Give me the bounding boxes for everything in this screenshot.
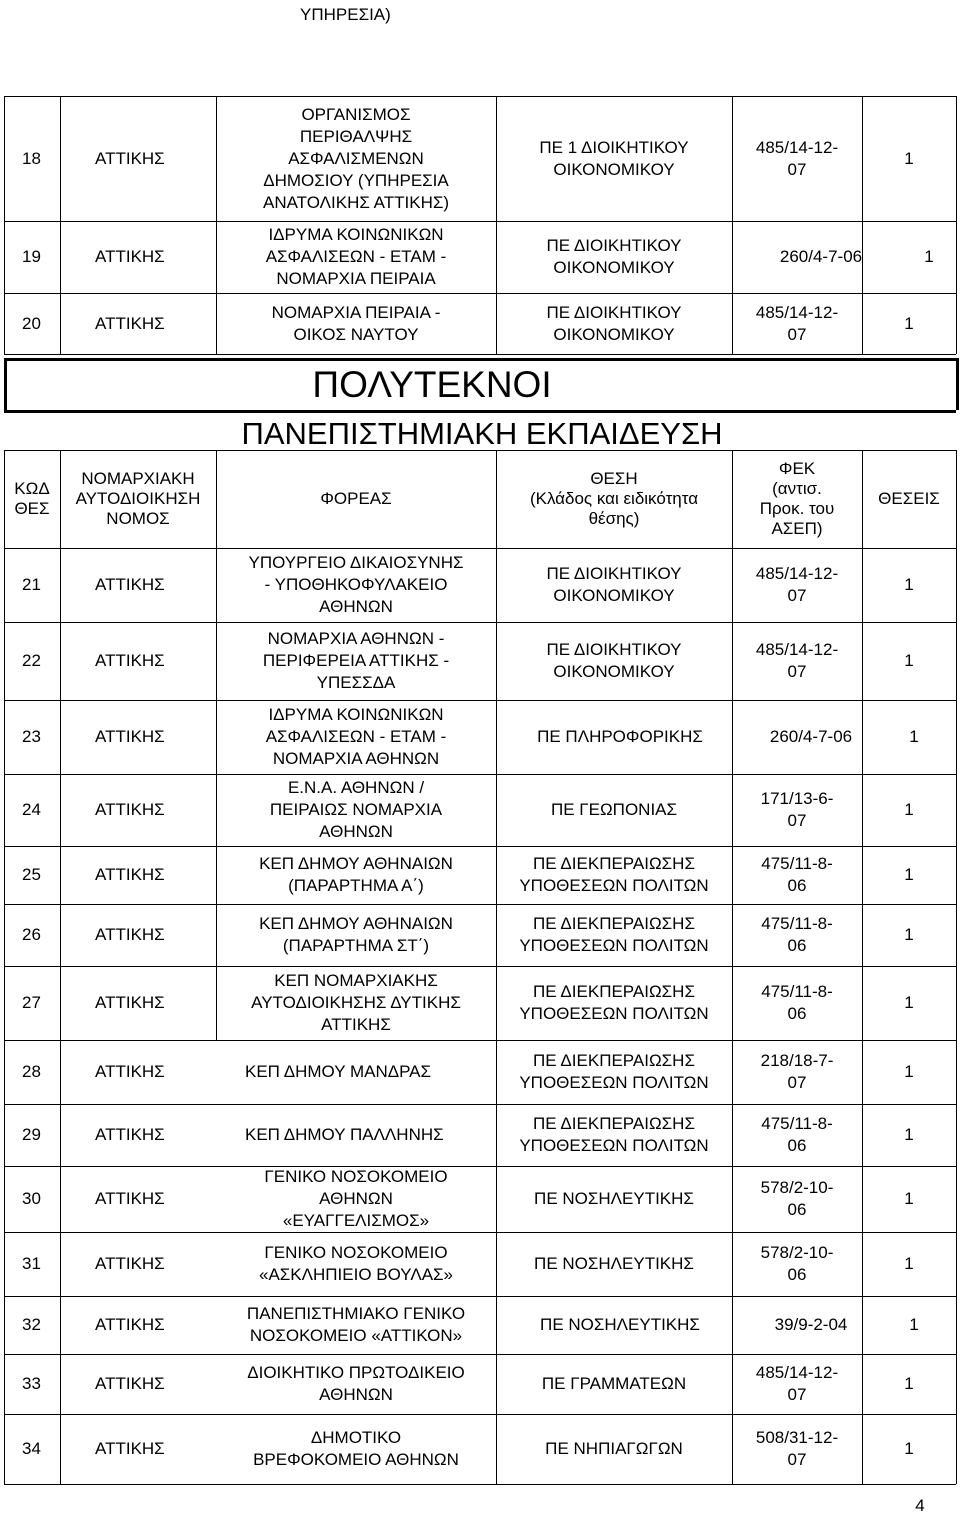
row-nomos-line: ΑΤΤΙΚΗΣ (95, 313, 165, 333)
row-nomos-line: ΑΤΤΙΚΗΣ (95, 1315, 165, 1334)
row-foreas-line: ΙΔΡΥΜΑ ΚΟΙΝΩΝΙΚΩΝ (268, 225, 444, 244)
row-fek-line: 508/31-12- (755, 1428, 839, 1447)
row-thesi-line: ΠΕ ΔΙΕΚΠΕΡΑΙΩΣΗΣ (533, 982, 695, 1001)
row-code-line: 22 (22, 651, 41, 670)
table-rule (4, 1232, 956, 1233)
page-number-line: 4 (915, 1496, 925, 1515)
header-thesi-line: ΘΕΣΗ (590, 469, 638, 488)
row-code-line: 27 (22, 993, 41, 1012)
row-fek-line: 260/4-7-06 (779, 247, 863, 266)
row-foreas-line: ΔΗΜΟΤΙΚΟ (310, 1428, 402, 1447)
row-thesi-line: ΠΕ ΔΙΟΙΚΗΤΙΚΟΥ (546, 640, 682, 659)
table-rule (4, 622, 956, 623)
row-code-line: 21 (22, 575, 41, 594)
row-nomos-line: ΑΤΤΙΚΗΣ (95, 1439, 165, 1458)
table-rule (4, 450, 956, 451)
row-foreas-line: ΑΘΗΝΩΝ (319, 597, 393, 616)
row-foreas-line: ΓΕΝΙΚΟ ΝΟΣΟΚΟΜΕΙΟ (264, 1167, 448, 1186)
row-theseis-line: 1 (904, 993, 914, 1012)
table-rule (4, 1414, 956, 1415)
row-foreas-line: ΚΕΠ ΔΗΜΟΥ ΜΑΝΔΡΑΣ (245, 1062, 432, 1081)
row-foreas-line: ΝΟΜΑΡΧΙΑ ΠΕΙΡΑΙΑ - (271, 302, 441, 322)
row-foreas-line: «ΕΥΑΓΓΕΛΙΣΜΟΣ» (282, 1211, 430, 1230)
row-theseis-line: 1 (904, 651, 914, 670)
row-nomos-line: ΑΤΤΙΚΗΣ (95, 575, 165, 594)
table-rule (732, 450, 733, 1484)
row-code-line: 25 (22, 865, 41, 884)
row-thesi-line: ΠΕ ΓΕΩΠΟΝΙΑΣ (550, 800, 678, 819)
row-fek-line: 07 (787, 159, 807, 179)
row-thesi-line: ΟΙΚΟΝΟΜΙΚΟΥ (553, 324, 675, 344)
row-code-line: 20 (22, 313, 41, 333)
row-nomos-line: ΑΤΤΙΚΗΣ (95, 1062, 165, 1081)
table-rule (732, 96, 733, 354)
row-foreas-line: ΑΤΤΙΚΗΣ (321, 1015, 391, 1034)
section-rule (956, 358, 959, 410)
row-foreas-line: ΝΟΣΟΚΟΜΕΙΟ «ΑΤΤΙΚΟΝ» (249, 1326, 463, 1345)
row-code-line: 26 (22, 925, 41, 944)
header-code-line: ΘΕΣ (14, 499, 50, 518)
row-code-line: 30 (22, 1189, 41, 1208)
row-fek-line: 06 (787, 1136, 807, 1155)
header-fek-line: ΦΕΚ (778, 459, 816, 478)
row-theseis-line: 1 (909, 727, 919, 746)
table-rule (4, 1484, 956, 1485)
row-foreas-line: ΓΕΝΙΚΟ ΝΟΣΟΚΟΜΕΙΟ (264, 1243, 448, 1262)
row-foreas-line: ΥΠΟΥΡΓΕΙΟ ΔΙΚΑΙΟΣΥΝΗΣ (248, 553, 464, 572)
row-foreas-line: (ΠΑΡΑΡΤΗΜΑ ΣΤ΄) (282, 936, 430, 955)
table-rule (4, 1104, 956, 1105)
row-thesi-line: ΠΕ ΔΙΟΙΚΗΤΙΚΟΥ (546, 302, 682, 322)
row-nomos-line: ΑΤΤΙΚΗΣ (95, 1189, 165, 1208)
row-foreas-line: ΠΕΙΡΑΙΩΣ ΝΟΜΑΡΧΙΑ (269, 800, 443, 819)
row-fek-line: 485/14-12- (755, 1363, 839, 1382)
row-fek-line: 07 (787, 586, 807, 605)
row-thesi-line: ΠΕ ΔΙΟΙΚΗΤΙΚΟΥ (546, 236, 682, 255)
row-fek-line: 07 (787, 811, 807, 830)
row-foreas-line: ΟΙΚΟΣ ΝΑΥΤΟΥ (293, 324, 419, 344)
row-theseis-line: 1 (904, 313, 914, 333)
table-rule (4, 96, 956, 97)
row-code-line: 18 (22, 148, 41, 168)
table-rule (4, 221, 956, 222)
section-rule (4, 410, 956, 413)
row-thesi-line: ΠΕ ΝΟΣΗΛΕΥΤΙΚΗΣ (534, 1189, 694, 1208)
row-thesi-line: ΥΠΟΘΕΣΕΩΝ ΠΟΛΙΤΩΝ (519, 1073, 709, 1092)
row-fek-line: 07 (787, 1073, 807, 1092)
row-code-line: 31 (22, 1254, 41, 1273)
row-foreas-line: ΔΙΟΙΚΗΤΙΚΟ ΠΡΩΤΟΔΙΚΕΙΟ (247, 1363, 465, 1382)
table-rule (956, 96, 957, 354)
row-foreas-line: ΑΥΤΟΔΙΟΙΚΗΣΗΣ ΔΥΤΙΚΗΣ (251, 993, 461, 1012)
row-foreas-line: ΑΣΦΑΛΙΣΜΕΝΩΝ (288, 148, 424, 168)
row-nomos-line: ΑΤΤΙΚΗΣ (95, 1254, 165, 1273)
row-foreas-line: ΠΑΝΕΠΙΣΤΗΜΙΑΚΟ ΓΕΝΙΚΟ (246, 1304, 466, 1323)
row-foreas-line: ΠΕΡΙΘΑΛΨΗΣ (299, 126, 413, 146)
row-fek-line: 485/14-12- (755, 564, 839, 583)
row-thesi-line: ΠΕ ΔΙΟΙΚΗΤΙΚΟΥ (546, 564, 682, 583)
row-fek-line: 475/11-8- (761, 1114, 833, 1133)
row-theseis-line: 1 (904, 800, 914, 819)
row-fek-line: 06 (787, 1200, 807, 1219)
row-foreas-line: ΑΣΦΑΛΙΣΕΩΝ - ΕΤΑΜ - (265, 727, 447, 746)
row-thesi-line: ΥΠΟΘΕΣΕΩΝ ΠΟΛΙΤΩΝ (519, 1004, 709, 1023)
row-foreas-line: ΝΟΜΑΡΧΙΑ ΑΘΗΝΩΝ - (267, 629, 445, 648)
table-rule (862, 450, 863, 1484)
row-nomos-line: ΑΤΤΙΚΗΣ (95, 865, 165, 884)
row-code-line: 32 (22, 1315, 41, 1334)
row-thesi-line: ΠΕ ΓΡΑΜΜΑΤΕΩΝ (541, 1374, 687, 1393)
header-thesi-line: (Κλάδος και ειδικότητα (529, 489, 699, 508)
table-rule (4, 774, 956, 775)
row-thesi-line: ΠΕ ΝΟΣΗΛΕΥΤΙΚΗΣ (534, 1254, 694, 1273)
row-code-line: 24 (22, 800, 41, 819)
row-fek-line: 485/14-12- (755, 640, 839, 659)
table-rule (496, 450, 497, 1484)
table-rule (4, 96, 5, 354)
row-fek-line: 39/9-2-04 (774, 1315, 848, 1334)
table-rule (216, 96, 217, 354)
table-rule (496, 96, 497, 354)
top-text-line: ΥΠΗΡΕΣΙΑ) (300, 5, 391, 24)
row-code-line: 19 (22, 247, 41, 266)
table-rule (4, 904, 956, 905)
row-foreas-line: ΔΗΜΟΣΙΟΥ (ΥΠΗΡΕΣΙΑ (263, 170, 449, 190)
header-nomos-line: ΑΥΤΟΔΙΟΙΚΗΣΗ (75, 489, 201, 508)
row-theseis-line: 1 (904, 1189, 914, 1208)
row-thesi-line: ΠΕ ΠΛΗΡΟΦΟΡΙΚΗΣ (537, 727, 703, 746)
row-fek-line: 06 (787, 876, 807, 895)
row-foreas-line: ΥΠΕΣΣΔΑ (316, 673, 396, 692)
row-code-line: 28 (22, 1062, 41, 1081)
row-fek-line: 218/18-7- (760, 1051, 834, 1070)
row-theseis-line: 1 (904, 1062, 914, 1081)
section-subtitle-line: ΠΑΝΕΠΙΣΤΗΜΙΑΚΗ ΕΚΠΑΙΔΕΥΣΗ (241, 416, 723, 451)
table-rule (4, 450, 5, 1484)
row-thesi-line: ΟΙΚΟΝΟΜΙΚΟΥ (553, 662, 675, 681)
header-fek-line: ΑΣΕΠ) (771, 519, 823, 538)
row-fek-line: 06 (787, 1265, 807, 1284)
table-rule (4, 548, 956, 549)
table-rule (4, 1296, 956, 1297)
row-nomos-line: ΑΤΤΙΚΗΣ (95, 727, 165, 746)
row-foreas-line: - ΥΠΟΘΗΚΟΦΥΛΑΚΕΙΟ (264, 575, 448, 594)
row-foreas-line: ΒΡΕΦΟΚΟΜΕΙΟ ΑΘΗΝΩΝ (253, 1450, 459, 1469)
row-thesi-line: ΠΕ 1 ΔΙΟΙΚΗΤΙΚΟΥ (539, 137, 689, 157)
table-rule (4, 354, 956, 355)
row-nomos-line: ΑΤΤΙΚΗΣ (95, 1374, 165, 1393)
row-foreas-line: ΟΡΓΑΝΙΣΜΟΣ (301, 104, 411, 124)
header-thesi-line: θέσης) (588, 509, 640, 528)
row-theseis-line: 1 (904, 925, 914, 944)
section-title-line: ΠΟΛΥΤΕΚΝΟΙ (312, 364, 552, 405)
table-rule (4, 1354, 956, 1355)
row-foreas-line: ΙΔΡΥΜΑ ΚΟΙΝΩΝΙΚΩΝ (268, 705, 444, 724)
row-fek-line: 475/11-8- (761, 854, 833, 873)
row-code-line: 34 (22, 1439, 41, 1458)
row-fek-line: 07 (787, 1450, 807, 1469)
row-code-line: 23 (22, 727, 41, 746)
header-fek-line: (αντισ. (772, 479, 822, 498)
row-foreas-line: ΝΟΜΑΡΧΙΑ ΑΘΗΝΩΝ (272, 749, 440, 768)
row-fek-line: 171/13-6- (760, 789, 834, 808)
row-foreas-line: ΚΕΠ ΝΟΜΑΡΧΙΑΚΗΣ (274, 971, 438, 990)
table-rule (956, 450, 957, 1484)
row-theseis-line: 1 (904, 575, 914, 594)
table-rule (862, 96, 863, 354)
row-fek-line: 06 (787, 936, 807, 955)
row-thesi-line: ΥΠΟΘΕΣΕΩΝ ΠΟΛΙΤΩΝ (519, 876, 709, 895)
row-foreas-line: ΑΝΑΤΟΛΙΚΗΣ ΑΤΤΙΚΗΣ) (262, 192, 450, 212)
row-thesi-line: ΠΕ ΔΙΕΚΠΕΡΑΙΩΣΗΣ (533, 854, 695, 873)
row-fek-line: 578/2-10- (760, 1178, 834, 1197)
row-theseis-line: 1 (904, 865, 914, 884)
row-foreas-line: ΚΕΠ ΔΗΜΟΥ ΑΘΗΝΑΙΩΝ (259, 854, 453, 873)
row-thesi-line: ΠΕ ΝΗΠΙΑΓΩΓΩΝ (545, 1439, 683, 1458)
row-thesi-line: ΠΕ ΔΙΕΚΠΕΡΑΙΩΣΗΣ (533, 914, 695, 933)
row-code-line: 29 (22, 1125, 41, 1144)
header-foreas-line: ΦΟΡΕΑΣ (320, 489, 392, 508)
row-foreas-line: ΚΕΠ ΔΗΜΟΥ ΑΘΗΝΑΙΩΝ (259, 914, 453, 933)
table-rule (4, 966, 956, 967)
row-theseis-line: 1 (904, 1125, 914, 1144)
row-fek-line: 485/14-12- (755, 137, 839, 157)
row-fek-line: 06 (787, 1004, 807, 1023)
row-fek-line: 07 (787, 662, 807, 681)
row-thesi-line: ΟΙΚΟΝΟΜΙΚΟΥ (553, 159, 675, 179)
table-rule (60, 96, 61, 354)
row-theseis-line: 1 (909, 1315, 919, 1334)
header-fek-line: Προκ. του (759, 499, 835, 518)
header-nomos-line: ΝΟΜΟΣ (106, 509, 170, 528)
row-thesi-line: ΟΙΚΟΝΟΜΙΚΟΥ (553, 258, 675, 277)
header-theseis-line: ΘΕΣΕΙΣ (878, 489, 940, 508)
row-fek-line: 07 (787, 324, 807, 344)
row-theseis-line: 1 (904, 1439, 914, 1458)
table-rule (4, 846, 956, 847)
row-foreas-line: (ΠΑΡΑΡΤΗΜΑ Α΄) (288, 876, 424, 895)
row-code-line: 33 (22, 1374, 41, 1393)
row-nomos-line: ΑΤΤΙΚΗΣ (95, 651, 165, 670)
row-theseis-line: 1 (904, 148, 914, 168)
row-foreas-line: ΑΘΗΝΩΝ (319, 822, 393, 841)
row-nomos-line: ΑΤΤΙΚΗΣ (95, 925, 165, 944)
row-theseis-line: 1 (904, 1254, 914, 1273)
row-thesi-line: ΠΕ ΝΟΣΗΛΕΥΤΙΚΗΣ (540, 1315, 700, 1334)
row-thesi-line: ΠΕ ΔΙΕΚΠΕΡΑΙΩΣΗΣ (533, 1114, 695, 1133)
row-fek-line: 485/14-12- (755, 302, 839, 322)
row-foreas-line: ΚΕΠ ΔΗΜΟΥ ΠΑΛΛΗΝΗΣ (245, 1125, 444, 1144)
row-thesi-line: ΠΕ ΔΙΕΚΠΕΡΑΙΩΣΗΣ (533, 1051, 695, 1070)
row-fek-line: 475/11-8- (761, 982, 833, 1001)
row-foreas-line: ΠΕΡΙΦΕΡΕΙΑ ΑΤΤΙΚΗΣ - (262, 651, 450, 670)
row-fek-line: 260/4-7-06 (769, 727, 853, 746)
row-foreas-line: Ε.Ν.Α. ΑΘΗΝΩΝ / (287, 778, 425, 797)
row-nomos-line: ΑΤΤΙΚΗΣ (95, 247, 165, 266)
row-foreas-line: ΑΘΗΝΩΝ (319, 1385, 393, 1404)
row-thesi-line: ΥΠΟΘΕΣΕΩΝ ΠΟΛΙΤΩΝ (519, 1136, 709, 1155)
table-rule (4, 293, 956, 294)
row-nomos-line: ΑΤΤΙΚΗΣ (95, 148, 165, 168)
row-nomos-line: ΑΤΤΙΚΗΣ (95, 1125, 165, 1144)
row-fek-line: 07 (787, 1385, 807, 1404)
table-rule (216, 450, 217, 1040)
section-rule (4, 358, 956, 361)
row-fek-line: 475/11-8- (761, 914, 833, 933)
row-foreas-line: «ΑΣΚΛΗΠΙΕΙΟ ΒΟΥΛΑΣ» (258, 1265, 454, 1284)
row-theseis-line: 1 (924, 247, 934, 266)
header-nomos-line: ΝΟΜΑΡΧΙΑΚΗ (81, 469, 195, 488)
row-foreas-line: ΑΣΦΑΛΙΣΕΩΝ - ΕΤΑΜ - (265, 247, 447, 266)
row-theseis-line: 1 (904, 1374, 914, 1393)
row-nomos-line: ΑΤΤΙΚΗΣ (95, 800, 165, 819)
table-rule (4, 1040, 956, 1041)
row-foreas-line: ΑΘΗΝΩΝ (319, 1189, 393, 1208)
row-foreas-line: ΝΟΜΑΡΧΙΑ ΠΕΙΡΑΙΑ (276, 269, 436, 288)
table-rule (60, 450, 61, 1484)
header-code-line: ΚΩΔ (14, 479, 50, 498)
row-nomos-line: ΑΤΤΙΚΗΣ (95, 993, 165, 1012)
table-rule (4, 700, 956, 701)
row-thesi-line: ΟΙΚΟΝΟΜΙΚΟΥ (553, 586, 675, 605)
row-thesi-line: ΥΠΟΘΕΣΕΩΝ ΠΟΛΙΤΩΝ (519, 936, 709, 955)
row-fek-line: 578/2-10- (760, 1243, 834, 1262)
